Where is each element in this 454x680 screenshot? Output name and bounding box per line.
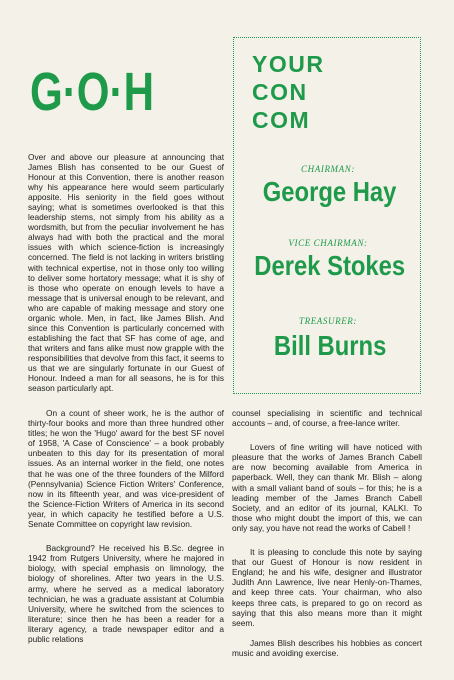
- concom-title-line-3: COM: [252, 107, 311, 133]
- vice-chairman-name: Derek Stokes: [254, 250, 406, 281]
- concom-title-line-1: YOUR: [252, 51, 325, 77]
- chairman-role: CHAIRMAN:: [301, 164, 355, 174]
- goh-intro-text: Over and above our pleasure at announcing that James Blish has consented to be our Guest of Honour at this Convention, there is another reason why his appearance here would seem particularly apposite. His seniority in the field goes without saying; what is sometimes overlooked is that this leadership stems, not simply from his ability as a wordsmith, but from the peculiar involvement he has always had with both the practical and the moral issues with which science-fiction is increasingly concerned. The field is not lacking in writers bristling with technical expertise, not in those only too willing to deliver some hortatory message; what it is shy of is those who operate on enough levels to have a message that is universal enough to be relevant, and who are capable of making message and story one organic whole. Men, in fact, like James Blish. And since this Convention is particularly concerned with establishing the fact that SF has come of age, and that writers and fans alike must now grapple with the responsibilities that devolve from this fact, it seems to us that we are singularly fortunate in our Guest of Honour. Indeed a man for all seasons, he is for this season particularly apt.: [28, 152, 224, 394]
- body-paragraph: counsel specialising in scientific and technical accounts – and, of course, a free-lance writer.: [232, 408, 422, 429]
- body-paragraph: Background? He received his B.Sc. degree in 1942 from Rutgers University, where he majored in biology, with special emphasis on limnology, the biology of shorelines. After two years in the U.S. army, where he served as a medical laboratory technician, he was a graduate assistant at Columbia University, where he switched from the sciences to literature; since then he has been a reader for a literary agency, a trade newspaper editor and a public relations: [28, 543, 224, 644]
- concom-title-line-2: CON: [252, 79, 308, 105]
- treasurer-role: TREASURER:: [299, 316, 357, 326]
- body-left-column: [28, 408, 224, 654]
- goh-heading: G·O·H: [30, 62, 154, 122]
- body-paragraph: On a count of sheer work, he is the author of thirty-four books and more than three hundred other titles; he won the 'Hugo' award for the best SF novel of 1958, 'A Case of Conscience' – a book probably unbeaten to this day for its presentation of moral issues. As an internal worker in the field, one notes that he was one of the three founders of the Milford (Pennsylvania) Science Fiction Writers' Conference, now in its fifteenth year, and was vice-president of the Science-Fiction Writers of America in its second year, in which capacity he testified before a U.S. Senate Committee on copyright law revision.: [28, 408, 224, 530]
- body-paragraph: James Blish describes his hobbies as concert music and avoiding exercise.: [232, 637, 422, 658]
- body-right-column: [232, 408, 422, 668]
- vice-chairman-role: VICE CHAIRMAN:: [288, 238, 368, 248]
- body-paragraph: It is pleasing to conclude this note by saying that our Guest of Honour is now resident in England; he and his wife, designer and illustrator Judith Ann Lawrence, live near Henly-on-Thames, and keep three cats. Your chairman, who also keeps three cats, is prepared to go on record as saying that this also means more than it might seem.: [232, 547, 422, 628]
- chairman-name: George Hay: [263, 176, 397, 207]
- treasurer-name: Bill Burns: [273, 330, 387, 361]
- body-paragraph: Lovers of fine writing will have noticed with pleasure that the works of James Branch Cabell are now becoming available from America in paperback. Well, they can thank Mr. Blish – along with a small valiant band of souls – for this; he is a leading member of the James Branch Cabell Society, and an editor of its journal, KALKI. To those who might doubt the import of this, we can only say, you have not read the works of Cabell !: [232, 442, 422, 533]
